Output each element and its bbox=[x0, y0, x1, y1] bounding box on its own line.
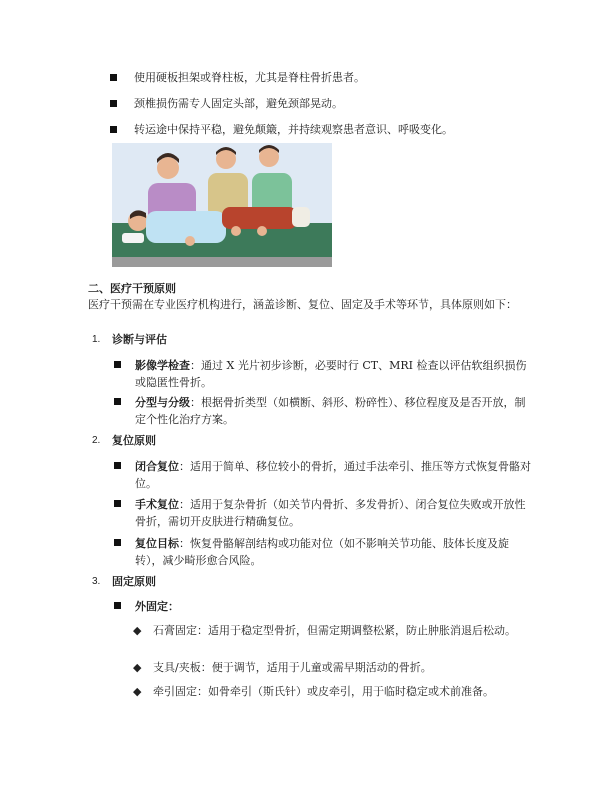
sub-label: 外固定 bbox=[135, 600, 168, 613]
bullet-text: 转运途中保持平稳，避免颠簸，并持续观察患者意识、呼吸变化。 bbox=[134, 123, 453, 136]
square-bullet-icon bbox=[114, 398, 121, 405]
numbered-item bbox=[92, 574, 156, 590]
sub-label: 分型与分级 bbox=[135, 396, 190, 409]
item-number: 1. bbox=[92, 334, 101, 345]
square-bullet-icon bbox=[114, 602, 121, 609]
numbered-item bbox=[92, 332, 167, 348]
transport-bullet-list bbox=[110, 70, 550, 148]
diamond-bullet bbox=[133, 622, 523, 639]
square-bullet-icon bbox=[114, 361, 121, 368]
sub-text: ：通过 X 光片初步诊断，必要时行 CT、MRI 检查以评估软组织损伤或隐匿性骨折。 bbox=[135, 359, 527, 389]
square-bullet-icon bbox=[110, 74, 117, 81]
numbered-item bbox=[92, 433, 156, 449]
list-item bbox=[110, 96, 550, 122]
list-item bbox=[110, 70, 550, 96]
section-heading: 二、医疗干预原则 bbox=[88, 282, 176, 295]
diamond-bullet-icon: ◆ bbox=[133, 661, 142, 674]
diamond-bullet bbox=[133, 659, 523, 676]
square-bullet-icon bbox=[110, 126, 117, 133]
item-title: 复位原则 bbox=[112, 434, 156, 447]
square-bullet-icon bbox=[114, 539, 121, 546]
sub-bullet bbox=[114, 357, 534, 391]
sub-text: ：适用于简单、移位较小的骨折，通过手法牵引、推压等方式恢复骨骼对位。 bbox=[135, 460, 531, 490]
sub-label: 复位目标 bbox=[135, 537, 179, 550]
diamond-bullet-icon: ◆ bbox=[133, 685, 142, 698]
bullet-text: 颈椎损伤需专人固定头部，避免颈部晃动。 bbox=[134, 97, 343, 110]
sub-label: 手术复位 bbox=[135, 498, 179, 511]
section-intro: 医疗干预需在专业医疗机构进行，涵盖诊断、复位、固定及手术等环节，具体原则如下： bbox=[88, 298, 517, 311]
diamond-text: 石膏固定：适用于稳定型骨折，但需定期调整松紧，防止肿胀消退后松动。 bbox=[153, 624, 516, 637]
sub-label: 影像学检查 bbox=[135, 359, 190, 372]
diamond-bullet-icon: ◆ bbox=[133, 624, 142, 637]
item-number: 3. bbox=[92, 576, 101, 587]
stretcher-transport-illustration bbox=[112, 143, 332, 267]
item-number: 2. bbox=[92, 435, 101, 446]
diamond-bullet bbox=[133, 683, 523, 700]
sub-bullet bbox=[114, 458, 534, 492]
square-bullet-icon bbox=[114, 462, 121, 469]
diamond-text: 牵引固定：如骨牵引（斯氏针）或皮牵引，用于临时稳定或术前准备。 bbox=[153, 685, 494, 698]
square-bullet-icon bbox=[110, 100, 117, 107]
sub-text: ：恢复骨骼解剖结构或功能对位（如不影响关节功能、肢体长度及旋转），减少畸形愈合风险。 bbox=[135, 537, 509, 567]
diamond-text: 支具/夹板：便于调节，适用于儿童或需早期活动的骨折。 bbox=[153, 661, 432, 674]
sub-bullet bbox=[114, 496, 534, 530]
sub-label: 闭合复位 bbox=[135, 460, 179, 473]
sub-text: ： bbox=[168, 600, 179, 613]
sub-text: ：适用于复杂骨折（如关节内骨折、多发骨折）、闭合复位失败或开放性骨折，需切开皮肤进行精确复位。 bbox=[135, 498, 526, 528]
sub-bullet bbox=[114, 394, 534, 428]
item-title: 固定原则 bbox=[112, 575, 156, 588]
sub-bullet bbox=[114, 535, 534, 569]
bullet-text: 使用硬板担架或脊柱板，尤其是脊柱骨折患者。 bbox=[134, 71, 365, 84]
square-bullet-icon bbox=[114, 500, 121, 507]
sub-bullet bbox=[114, 598, 534, 615]
item-title: 诊断与评估 bbox=[112, 333, 167, 346]
sub-text: ：根据骨折类型（如横断、斜形、粉碎性）、移位程度及是否开放，制定个性化治疗方案。 bbox=[135, 396, 526, 426]
